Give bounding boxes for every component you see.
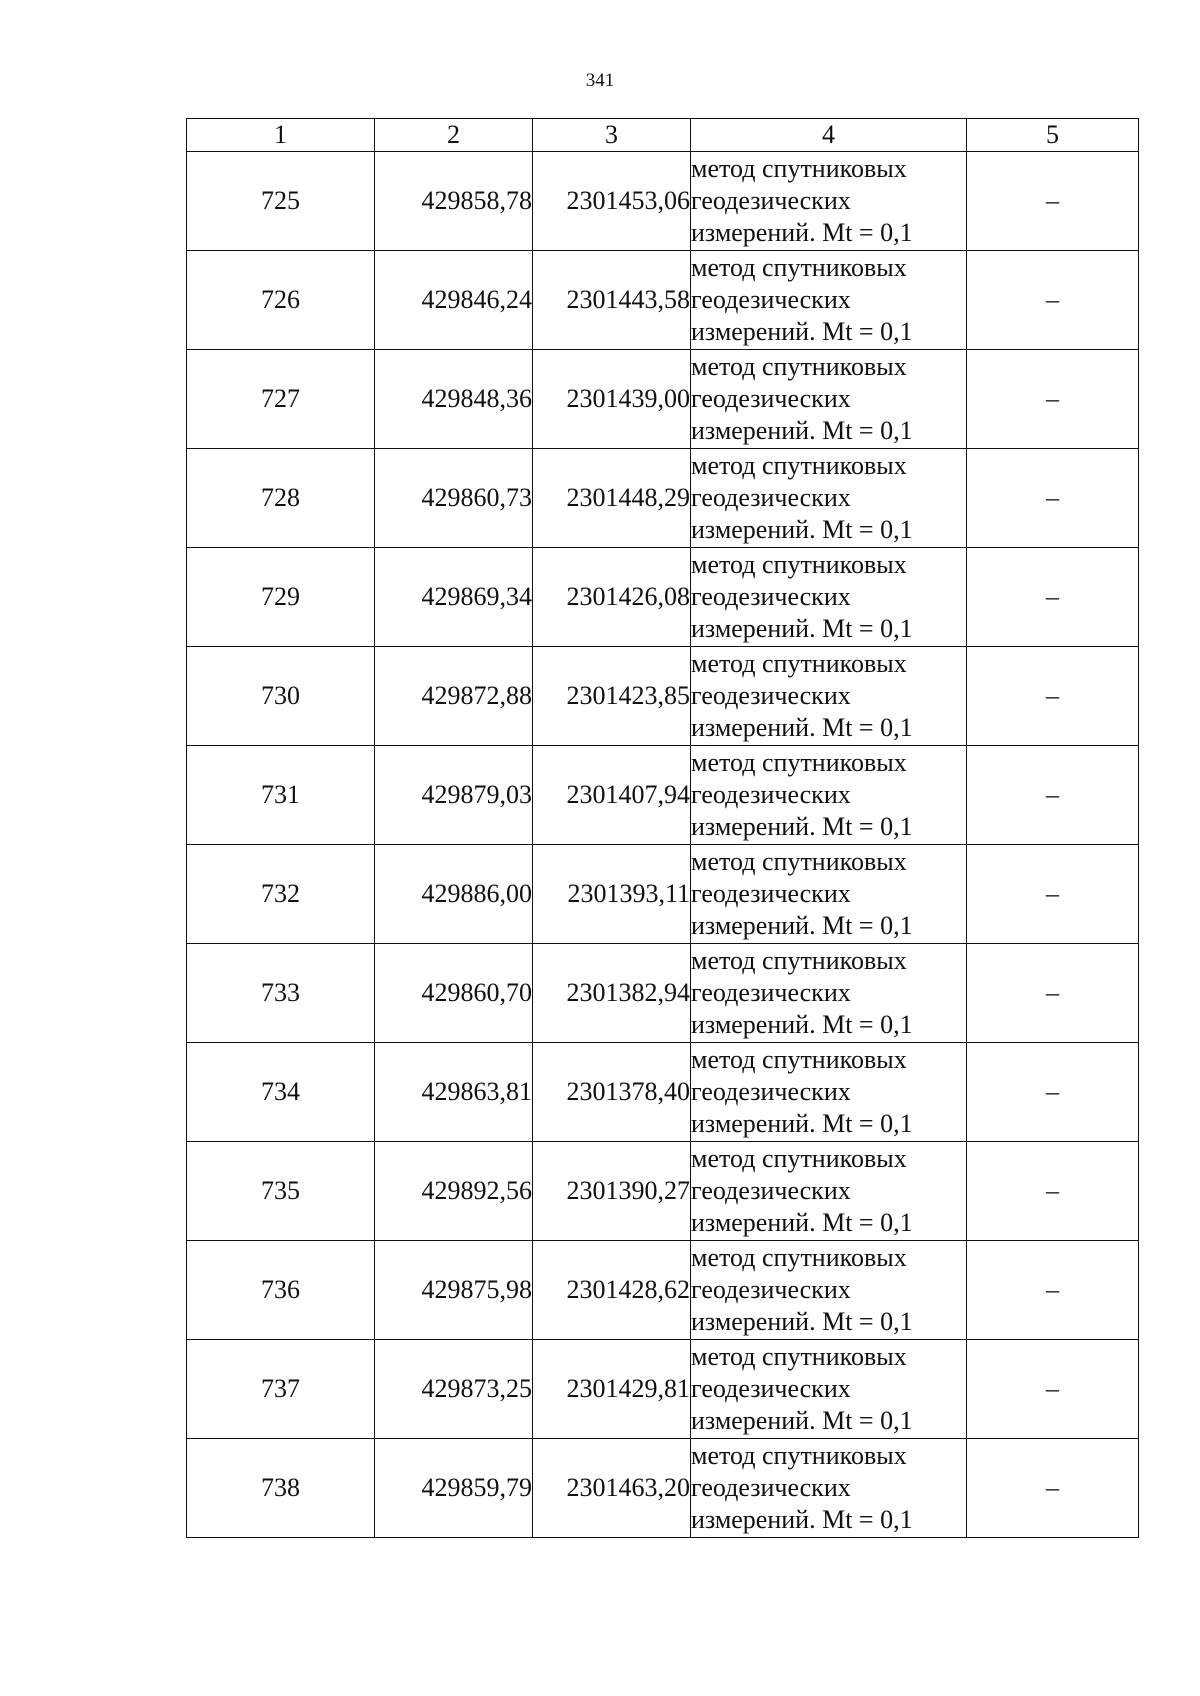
table-row bbox=[187, 944, 1139, 1043]
method-line: геодезических bbox=[691, 186, 851, 215]
x-coordinate-cell: 429863,81 bbox=[375, 1043, 533, 1142]
table-row bbox=[187, 1043, 1139, 1142]
x-coordinate-cell: 429848,36 bbox=[375, 350, 533, 449]
method-cell bbox=[691, 1043, 967, 1142]
method-line: метод спутниковых bbox=[691, 1243, 907, 1272]
note-cell: – bbox=[967, 1043, 1139, 1142]
x-coordinate-cell: 429875,98 bbox=[375, 1241, 533, 1340]
method-line: измерений. Mt = 0,1 bbox=[691, 1505, 913, 1534]
y-coordinate-cell: 2301393,11 bbox=[533, 845, 691, 944]
method-line: измерений. Mt = 0,1 bbox=[691, 1109, 913, 1138]
point-number-cell: 736 bbox=[187, 1241, 375, 1340]
method-line: измерений. Mt = 0,1 bbox=[691, 515, 913, 544]
method-cell bbox=[691, 449, 967, 548]
method-cell bbox=[691, 944, 967, 1043]
table-body bbox=[187, 152, 1139, 1538]
method-line: метод спутниковых bbox=[691, 352, 907, 381]
method-line: измерений. Mt = 0,1 bbox=[691, 317, 913, 346]
x-coordinate-cell: 429873,25 bbox=[375, 1340, 533, 1439]
y-coordinate-cell: 2301443,58 bbox=[533, 251, 691, 350]
note-cell: – bbox=[967, 548, 1139, 647]
method-cell bbox=[691, 350, 967, 449]
method-line: геодезических bbox=[691, 1473, 851, 1502]
table-row bbox=[187, 251, 1139, 350]
y-coordinate-cell: 2301390,27 bbox=[533, 1142, 691, 1241]
table-row bbox=[187, 1439, 1139, 1538]
point-number-cell: 738 bbox=[187, 1439, 375, 1538]
method-line: метод спутниковых bbox=[691, 1342, 907, 1371]
y-coordinate-cell: 2301428,62 bbox=[533, 1241, 691, 1340]
x-coordinate-cell: 429860,73 bbox=[375, 449, 533, 548]
y-coordinate-cell: 2301463,20 bbox=[533, 1439, 691, 1538]
method-line: измерений. Mt = 0,1 bbox=[691, 1307, 913, 1336]
note-cell: – bbox=[967, 944, 1139, 1043]
x-coordinate-cell: 429846,24 bbox=[375, 251, 533, 350]
y-coordinate-cell: 2301453,06 bbox=[533, 152, 691, 251]
method-line: геодезических bbox=[691, 780, 851, 809]
x-coordinate-cell: 429858,78 bbox=[375, 152, 533, 251]
table-row bbox=[187, 152, 1139, 251]
point-number-cell: 725 bbox=[187, 152, 375, 251]
point-number-cell: 734 bbox=[187, 1043, 375, 1142]
point-number-cell: 726 bbox=[187, 251, 375, 350]
point-number-cell: 737 bbox=[187, 1340, 375, 1439]
method-line: метод спутниковых bbox=[691, 946, 907, 975]
coordinates-table bbox=[186, 118, 1139, 1538]
note-cell: – bbox=[967, 1340, 1139, 1439]
note-cell: – bbox=[967, 746, 1139, 845]
x-coordinate-cell: 429859,79 bbox=[375, 1439, 533, 1538]
method-line: геодезических bbox=[691, 681, 851, 710]
method-line: геодезических bbox=[691, 285, 851, 314]
column-header: 3 bbox=[533, 119, 691, 152]
column-header: 5 bbox=[967, 119, 1139, 152]
note-cell: – bbox=[967, 251, 1139, 350]
table-row bbox=[187, 1241, 1139, 1340]
point-number-cell: 735 bbox=[187, 1142, 375, 1241]
method-line: измерений. Mt = 0,1 bbox=[691, 614, 913, 643]
method-line: геодезических bbox=[691, 483, 851, 512]
point-number-cell: 730 bbox=[187, 647, 375, 746]
table-row bbox=[187, 548, 1139, 647]
x-coordinate-cell: 429879,03 bbox=[375, 746, 533, 845]
note-cell: – bbox=[967, 350, 1139, 449]
point-number-cell: 728 bbox=[187, 449, 375, 548]
table-row bbox=[187, 1340, 1139, 1439]
method-line: метод спутниковых bbox=[691, 154, 907, 183]
y-coordinate-cell: 2301378,40 bbox=[533, 1043, 691, 1142]
method-cell bbox=[691, 746, 967, 845]
method-line: измерений. Mt = 0,1 bbox=[691, 911, 913, 940]
method-line: геодезических bbox=[691, 978, 851, 1007]
method-cell bbox=[691, 647, 967, 746]
header-row bbox=[187, 119, 1139, 152]
table-row bbox=[187, 845, 1139, 944]
method-line: геодезических bbox=[691, 1077, 851, 1106]
method-line: измерений. Mt = 0,1 bbox=[691, 713, 913, 742]
method-cell bbox=[691, 152, 967, 251]
x-coordinate-cell: 429886,00 bbox=[375, 845, 533, 944]
method-line: измерений. Mt = 0,1 bbox=[691, 1406, 913, 1435]
x-coordinate-cell: 429872,88 bbox=[375, 647, 533, 746]
point-number-cell: 727 bbox=[187, 350, 375, 449]
x-coordinate-cell: 429860,70 bbox=[375, 944, 533, 1043]
column-header: 1 bbox=[187, 119, 375, 152]
method-line: метод спутниковых bbox=[691, 847, 907, 876]
method-cell bbox=[691, 1439, 967, 1538]
column-header: 2 bbox=[375, 119, 533, 152]
method-line: геодезических bbox=[691, 1275, 851, 1304]
note-cell: – bbox=[967, 1241, 1139, 1340]
table-row bbox=[187, 1142, 1139, 1241]
note-cell: – bbox=[967, 1142, 1139, 1241]
note-cell: – bbox=[967, 647, 1139, 746]
method-line: метод спутниковых bbox=[691, 253, 907, 282]
y-coordinate-cell: 2301407,94 bbox=[533, 746, 691, 845]
method-line: метод спутниковых bbox=[691, 550, 907, 579]
point-number-cell: 729 bbox=[187, 548, 375, 647]
method-line: измерений. Mt = 0,1 bbox=[691, 416, 913, 445]
method-line: метод спутниковых bbox=[691, 748, 907, 777]
method-cell bbox=[691, 845, 967, 944]
note-cell: – bbox=[967, 1439, 1139, 1538]
method-line: измерений. Mt = 0,1 bbox=[691, 1010, 913, 1039]
method-line: измерений. Mt = 0,1 bbox=[691, 1208, 913, 1237]
y-coordinate-cell: 2301429,81 bbox=[533, 1340, 691, 1439]
method-line: метод спутниковых bbox=[691, 1144, 907, 1173]
y-coordinate-cell: 2301448,29 bbox=[533, 449, 691, 548]
y-coordinate-cell: 2301423,85 bbox=[533, 647, 691, 746]
method-cell bbox=[691, 1142, 967, 1241]
method-cell bbox=[691, 251, 967, 350]
method-line: геодезических bbox=[691, 582, 851, 611]
method-line: геодезических bbox=[691, 1374, 851, 1403]
table-row bbox=[187, 350, 1139, 449]
method-line: измерений. Mt = 0,1 bbox=[691, 812, 913, 841]
method-line: метод спутниковых bbox=[691, 649, 907, 678]
method-line: измерений. Mt = 0,1 bbox=[691, 218, 913, 247]
point-number-cell: 731 bbox=[187, 746, 375, 845]
method-cell bbox=[691, 1241, 967, 1340]
point-number-cell: 733 bbox=[187, 944, 375, 1043]
method-line: метод спутниковых bbox=[691, 1045, 907, 1074]
x-coordinate-cell: 429869,34 bbox=[375, 548, 533, 647]
method-line: метод спутниковых bbox=[691, 451, 907, 480]
method-line: геодезических bbox=[691, 1176, 851, 1205]
method-cell bbox=[691, 548, 967, 647]
table-row bbox=[187, 647, 1139, 746]
table-row bbox=[187, 449, 1139, 548]
note-cell: – bbox=[967, 152, 1139, 251]
note-cell: – bbox=[967, 845, 1139, 944]
note-cell: – bbox=[967, 449, 1139, 548]
page-number: 341 bbox=[585, 70, 615, 91]
point-number-cell: 732 bbox=[187, 845, 375, 944]
method-line: геодезических bbox=[691, 879, 851, 908]
x-coordinate-cell: 429892,56 bbox=[375, 1142, 533, 1241]
y-coordinate-cell: 2301439,00 bbox=[533, 350, 691, 449]
table-row bbox=[187, 746, 1139, 845]
method-line: метод спутниковых bbox=[691, 1441, 907, 1470]
method-line: геодезических bbox=[691, 384, 851, 413]
column-header: 4 bbox=[691, 119, 967, 152]
method-cell bbox=[691, 1340, 967, 1439]
y-coordinate-cell: 2301382,94 bbox=[533, 944, 691, 1043]
y-coordinate-cell: 2301426,08 bbox=[533, 548, 691, 647]
